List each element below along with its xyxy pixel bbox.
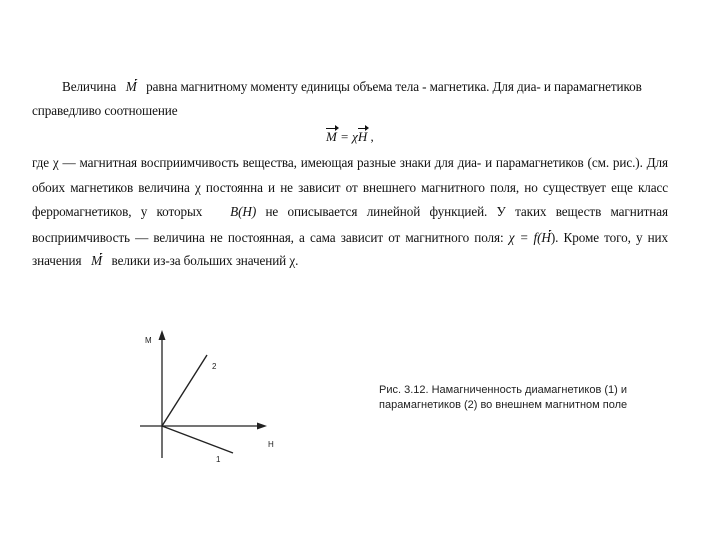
text-fragment: Величина — [62, 79, 117, 94]
text-fragment: восприимчивость — величина не постоянная, а сама зависит от магнитного поля: — [32, 230, 504, 245]
vector-h: H — [357, 129, 368, 144]
vector-h: H — [541, 230, 551, 245]
line-2-label: 2 — [212, 362, 217, 371]
formula-operator: = χ — [336, 129, 358, 144]
text-fragment: ). Кроме того, у них — [550, 230, 668, 245]
x-axis-arrow — [257, 423, 267, 430]
formula-tail: , — [367, 129, 374, 144]
vector-m: M — [125, 79, 137, 94]
formula-chi-f: χ = f( — [508, 230, 542, 245]
vector-m: M — [91, 253, 102, 268]
paramagnetic-line — [162, 355, 207, 426]
text-fragment: значения — [32, 253, 82, 268]
y-axis-label: M — [145, 336, 152, 345]
line-1-label: 1 — [216, 455, 221, 464]
paragraph-line-2: справедливо соотношение — [32, 103, 178, 118]
x-axis-label: H — [268, 440, 274, 449]
paragraph-line-3: где χ — магнитная восприимчивость вещества, имеющая разные знаки для диа- и парамагнетиков (см. рис.). Для — [32, 155, 668, 170]
paragraph-line-4: обоих магнетиков величина χ постоянна и не зависит от внешнего магнитного поля, но существует еще класс — [32, 180, 668, 195]
y-axis-arrow — [159, 330, 166, 340]
text-fragment: велики из-за больших значений χ. — [111, 253, 299, 268]
vector-m: M — [326, 129, 337, 144]
text-fragment: не описывается линейной функцией. У таких веществ магнитная — [265, 204, 668, 219]
text-fragment: равна магнитному моменту единицы объема тела - магнетика. Для диа- и парамагнетиков — [146, 79, 642, 94]
function-b-of-h: B(H) — [230, 204, 257, 219]
figure-caption: Рис. 3.12. Намагниченность диамагнетиков (1) и парамагнетиков (2) во внешнем магнитном поле — [379, 384, 628, 411]
text-fragment: ферромагнетиков, у которых — [32, 204, 203, 219]
diamagnetic-line — [162, 426, 233, 453]
